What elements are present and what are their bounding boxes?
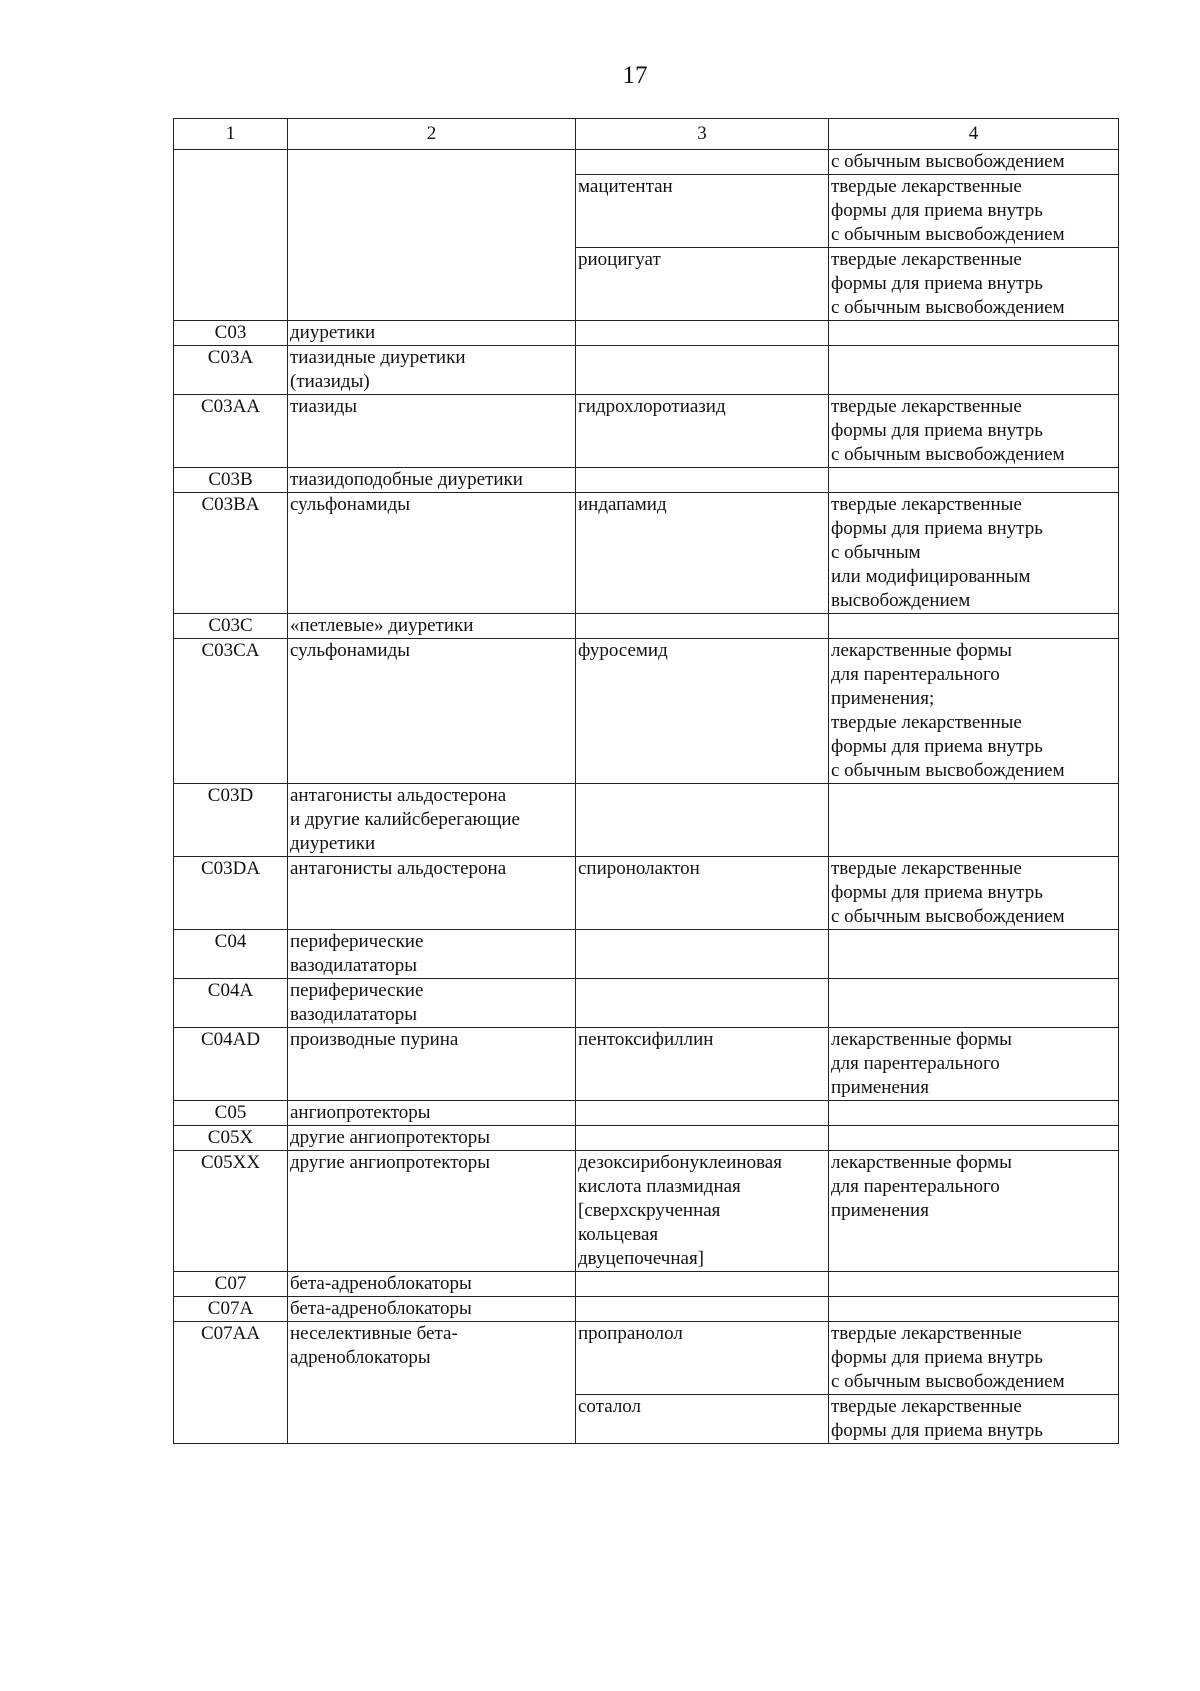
- drug-name-cell: [576, 1126, 829, 1151]
- group-name-cell: неселективные бета- адреноблокаторы: [288, 1322, 576, 1444]
- drug-name-cell: пентоксифиллин: [576, 1028, 829, 1101]
- group-name-cell: диуретики: [288, 321, 576, 346]
- dosage-form-cell: твердые лекарственные формы для приема внутрь с обычным высвобождением: [829, 1322, 1119, 1395]
- table-row: [174, 1101, 1119, 1126]
- atc-code-cell: C03B: [174, 468, 288, 493]
- atc-code-cell: C03A: [174, 346, 288, 395]
- group-name-cell: тиазидоподобные диуретики: [288, 468, 576, 493]
- atc-code-cell: C04: [174, 930, 288, 979]
- table-row: [174, 857, 1119, 930]
- atc-code-cell: C03AA: [174, 395, 288, 468]
- dosage-form-cell: [829, 1297, 1119, 1322]
- dosage-form-cell: [829, 468, 1119, 493]
- dosage-form-cell: [829, 1272, 1119, 1297]
- dosage-form-cell: твердые лекарственные формы для приема внутрь с обычным высвобождением: [829, 248, 1119, 321]
- table-row: [174, 468, 1119, 493]
- atc-code-cell: C07AA: [174, 1322, 288, 1444]
- atc-code-cell: C03D: [174, 784, 288, 857]
- atc-code-cell: C03BA: [174, 493, 288, 614]
- dosage-form-cell: [829, 346, 1119, 395]
- atc-code-cell: [174, 150, 288, 321]
- table-row: [174, 1151, 1119, 1272]
- atc-code-cell: C05X: [174, 1126, 288, 1151]
- drug-name-cell: [576, 784, 829, 857]
- group-name-cell: антагонисты альдостерона: [288, 857, 576, 930]
- dosage-form-cell: [829, 321, 1119, 346]
- group-name-cell: бета-адреноблокаторы: [288, 1272, 576, 1297]
- group-name-cell: другие ангиопротекторы: [288, 1151, 576, 1272]
- group-name-cell: бета-адреноблокаторы: [288, 1297, 576, 1322]
- table-row: [174, 1028, 1119, 1101]
- medication-table: [173, 118, 1119, 1444]
- table-row: [174, 1272, 1119, 1297]
- header-col-3: 3: [576, 119, 829, 150]
- drug-name-cell: [576, 979, 829, 1028]
- table-row: [174, 979, 1119, 1028]
- group-name-cell: тиазиды: [288, 395, 576, 468]
- table-header-row: [174, 119, 1119, 150]
- table-row: [174, 150, 1119, 175]
- drug-name-cell: [576, 1297, 829, 1322]
- table-row: [174, 930, 1119, 979]
- dosage-form-cell: [829, 1126, 1119, 1151]
- dosage-form-cell: [829, 784, 1119, 857]
- group-name-cell: антагонисты альдостерона и другие калийсберегающие диуретики: [288, 784, 576, 857]
- group-name-cell: «петлевые» диуретики: [288, 614, 576, 639]
- dosage-form-cell: [829, 930, 1119, 979]
- drug-name-cell: риоцигуат: [576, 248, 829, 321]
- atc-code-cell: C03DA: [174, 857, 288, 930]
- drug-name-cell: [576, 346, 829, 395]
- table-row: [174, 321, 1119, 346]
- dosage-form-cell: твердые лекарственные формы для приема внутрь с обычным высвобождением: [829, 395, 1119, 468]
- atc-code-cell: C05XX: [174, 1151, 288, 1272]
- group-name-cell: тиазидные диуретики (тиазиды): [288, 346, 576, 395]
- atc-code-cell: C05: [174, 1101, 288, 1126]
- atc-code-cell: C03CA: [174, 639, 288, 784]
- dosage-form-cell: лекарственные формы для парентерального применения: [829, 1028, 1119, 1101]
- table-row: [174, 614, 1119, 639]
- table-row: [174, 493, 1119, 614]
- dosage-form-cell: твердые лекарственные формы для приема внутрь с обычным высвобождением: [829, 857, 1119, 930]
- group-name-cell: [288, 150, 576, 321]
- table-row: [174, 395, 1119, 468]
- table-row: [174, 639, 1119, 784]
- drug-name-cell: [576, 1101, 829, 1126]
- table-row: [174, 1322, 1119, 1395]
- dosage-form-cell: твердые лекарственные формы для приема внутрь с обычным высвобождением: [829, 175, 1119, 248]
- table-row: [174, 1297, 1119, 1322]
- atc-code-cell: C03C: [174, 614, 288, 639]
- atc-code-cell: C07: [174, 1272, 288, 1297]
- drug-name-cell: [576, 930, 829, 979]
- drug-name-cell: [576, 150, 829, 175]
- table-row: [174, 784, 1119, 857]
- dosage-form-cell: с обычным высвобождением: [829, 150, 1119, 175]
- header-col-4: 4: [829, 119, 1119, 150]
- drug-name-cell: фуросемид: [576, 639, 829, 784]
- drug-name-cell: пропранолол: [576, 1322, 829, 1395]
- drug-name-cell: [576, 468, 829, 493]
- atc-code-cell: C04AD: [174, 1028, 288, 1101]
- drug-name-cell: [576, 321, 829, 346]
- table-row: [174, 346, 1119, 395]
- drug-name-cell: [576, 1272, 829, 1297]
- dosage-form-cell: лекарственные формы для парентерального применения; твердые лекарственные формы для приема внутрь с обычным высвобождением: [829, 639, 1119, 784]
- drug-name-cell: индапамид: [576, 493, 829, 614]
- group-name-cell: сульфонамиды: [288, 639, 576, 784]
- drug-name-cell: [576, 614, 829, 639]
- drug-name-cell: соталол: [576, 1395, 829, 1444]
- dosage-form-cell: твердые лекарственные формы для приема внутрь с обычным или модифицированным высвобождением: [829, 493, 1119, 614]
- group-name-cell: сульфонамиды: [288, 493, 576, 614]
- drug-name-cell: дезоксирибонуклеиновая кислота плазмидная [сверхскрученная кольцевая двуцепочечная]: [576, 1151, 829, 1272]
- dosage-form-cell: твердые лекарственные формы для приема внутрь: [829, 1395, 1119, 1444]
- atc-code-cell: C07A: [174, 1297, 288, 1322]
- dosage-form-cell: [829, 1101, 1119, 1126]
- group-name-cell: производные пурина: [288, 1028, 576, 1101]
- drug-name-cell: мацитентан: [576, 175, 829, 248]
- header-col-2: 2: [288, 119, 576, 150]
- atc-code-cell: C03: [174, 321, 288, 346]
- drug-name-cell: гидрохлоротиазид: [576, 395, 829, 468]
- group-name-cell: ангиопротекторы: [288, 1101, 576, 1126]
- page-number: 17: [622, 62, 648, 89]
- group-name-cell: другие ангиопротекторы: [288, 1126, 576, 1151]
- drug-name-cell: спиронолактон: [576, 857, 829, 930]
- atc-code-cell: C04A: [174, 979, 288, 1028]
- group-name-cell: периферические вазодилататоры: [288, 930, 576, 979]
- dosage-form-cell: [829, 979, 1119, 1028]
- group-name-cell: периферические вазодилататоры: [288, 979, 576, 1028]
- dosage-form-cell: лекарственные формы для парентерального применения: [829, 1151, 1119, 1272]
- dosage-form-cell: [829, 614, 1119, 639]
- table-row: [174, 1126, 1119, 1151]
- header-col-1: 1: [174, 119, 288, 150]
